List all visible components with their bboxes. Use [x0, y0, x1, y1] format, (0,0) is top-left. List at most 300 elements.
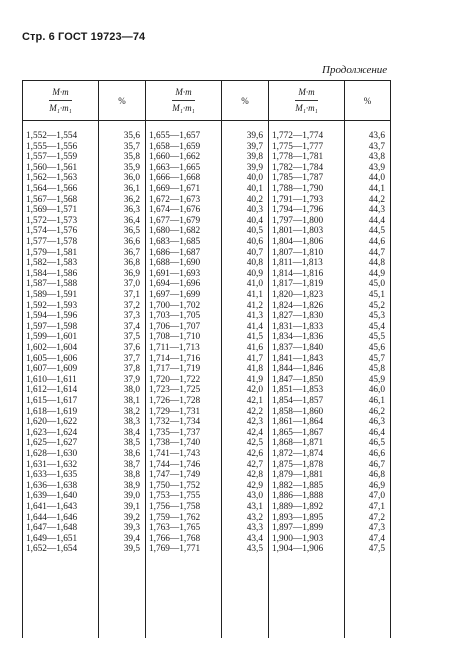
range-value: 1,797—1,800 [272, 215, 324, 226]
range-value: 1,814—1,816 [272, 268, 324, 279]
range-value: 1,584—1,586 [26, 268, 78, 279]
row-group [345, 290, 385, 343]
percent-value: 44,5 [368, 226, 385, 237]
range-value: 1,628—1,630 [26, 449, 78, 459]
percent-value: 44,7 [368, 247, 385, 258]
range-value: 1,861—1,864 [272, 417, 324, 428]
percent-value: 45,8 [368, 364, 385, 375]
percent-column [99, 121, 146, 639]
range-value: 1,594—1,596 [26, 311, 78, 322]
range-value: 1,572—1,573 [26, 215, 78, 226]
percent-value: 42,5 [246, 438, 263, 449]
range-value: 1,788—1,790 [272, 184, 324, 194]
range-value: 1,677—1,679 [149, 215, 201, 226]
row-group [272, 502, 344, 555]
continuation-label: Продолжение [322, 64, 388, 76]
percent-value: 46,9 [368, 480, 385, 491]
range-value: 1,560—1,561 [26, 162, 78, 173]
row-group [26, 343, 98, 396]
percent-value: 36,3 [123, 205, 140, 216]
percent-value: 45,3 [368, 311, 385, 322]
percent-value: 42,3 [246, 417, 263, 428]
range-value: 1,660—1,662 [149, 152, 201, 163]
percent-value: 37,5 [123, 332, 140, 343]
percent-value: 40,8 [246, 258, 263, 269]
range-value: 1,592—1,593 [26, 300, 78, 311]
percent-value: 36,2 [123, 194, 140, 205]
row-group [149, 449, 221, 502]
range-value: 1,865—1,867 [272, 427, 324, 438]
range-value: 1,820—1,823 [272, 290, 324, 300]
range-value: 1,801—1,803 [272, 226, 324, 237]
range-value: 1,564—1,566 [26, 184, 78, 194]
percent-value: 45,0 [368, 279, 385, 290]
percent-value: 38,0 [123, 385, 140, 396]
range-value: 1,847—1,850 [272, 374, 324, 385]
percent-value: 41,5 [246, 332, 263, 343]
percent-value: 46,0 [368, 385, 385, 396]
percent-value: 36,6 [123, 237, 140, 247]
range-value: 1,683—1,685 [149, 237, 201, 247]
percent-value: 39,6 [246, 131, 263, 141]
range-value: 1,844—1,846 [272, 364, 324, 375]
percent-value: 40,7 [246, 247, 263, 258]
range-value: 1,649—1,651 [26, 533, 78, 544]
percent-value: 43,2 [246, 512, 263, 523]
range-value: 1,562—1,563 [26, 173, 78, 184]
percent-value: 38,4 [123, 427, 140, 438]
row-group [222, 237, 263, 290]
percent-value: 45,5 [368, 332, 385, 343]
range-value: 1,579—1,581 [26, 247, 78, 258]
row-group [149, 184, 221, 237]
row-group [99, 131, 140, 184]
percent-value: 43,7 [368, 141, 385, 152]
range-value: 1,666—1,668 [149, 173, 201, 184]
range-value: 1,831—1,833 [272, 321, 324, 332]
percent-value: 43,4 [246, 533, 263, 544]
range-value: 1,615—1,617 [26, 396, 78, 406]
percent-value: 45,1 [368, 290, 385, 300]
percent-value: 38,3 [123, 417, 140, 428]
range-value: 1,697—1,699 [149, 290, 201, 300]
range-value: 1,817—1,819 [272, 279, 324, 290]
percent-value: 38,9 [123, 480, 140, 491]
range-value: 1,858—1,860 [272, 406, 324, 417]
range-value: 1,625—1,627 [26, 438, 78, 449]
row-group [222, 396, 263, 449]
range-value: 1,886—1,888 [272, 491, 324, 502]
row-group [272, 237, 344, 290]
row-group [222, 131, 263, 184]
percent-value: 35,9 [123, 162, 140, 173]
range-value: 1,555—1,556 [26, 141, 78, 152]
range-value: 1,772—1,774 [272, 131, 324, 141]
range-value: 1,834—1,836 [272, 332, 324, 343]
row-group [222, 290, 263, 343]
percent-value: 38,8 [123, 470, 140, 481]
range-value: 1,711—1,713 [149, 343, 200, 353]
row-group [149, 396, 221, 449]
percent-value: 40,2 [246, 194, 263, 205]
percent-value: 44,2 [368, 194, 385, 205]
range-value: 1,700—1,702 [149, 300, 201, 311]
percent-value: 47,5 [368, 544, 385, 555]
percent-value: 44,3 [368, 205, 385, 216]
range-value: 1,641—1,643 [26, 502, 78, 512]
range-value: 1,674—1,676 [149, 205, 201, 216]
percent-value: 43,1 [246, 502, 263, 512]
row-group [345, 131, 385, 184]
percent-value: 40,5 [246, 226, 263, 237]
row-group [26, 184, 98, 237]
range-value: 1,703—1,705 [149, 311, 201, 322]
percent-value: 47,2 [368, 512, 385, 523]
range-value: 1,569—1,571 [26, 205, 78, 216]
row-group [99, 396, 140, 449]
percent-value: 40,3 [246, 205, 263, 216]
percent-value: 45,2 [368, 300, 385, 311]
percent-value: 35,8 [123, 152, 140, 163]
percent-value: 43,0 [246, 491, 263, 502]
range-value: 1,694—1,696 [149, 279, 201, 290]
percent-value: 37,6 [123, 343, 140, 353]
percent-value: 39,9 [246, 162, 263, 173]
row-group [149, 290, 221, 343]
percent-value: 47,0 [368, 491, 385, 502]
row-group [99, 290, 140, 343]
percent-value: 41,4 [246, 321, 263, 332]
percent-value: 37,4 [123, 321, 140, 332]
percent-value: 44,0 [368, 173, 385, 184]
range-value: 1,589—1,591 [26, 290, 78, 300]
percent-column [222, 121, 269, 639]
range-header: $\frac{M\cdot m}{\text{M₁·m₁}}$ [23, 81, 99, 121]
range-value: 1,552—1,554 [26, 131, 78, 141]
range-header: $\frac{M\cdot m}{\text{M₁·m₁}}$ [146, 81, 222, 121]
percent-column [345, 121, 391, 639]
range-value: 1,686—1,687 [149, 247, 201, 258]
range-value: 1,811—1,813 [272, 258, 323, 269]
page-header: Стр. 6 ГОСТ 19723—74 [22, 31, 146, 43]
row-group [149, 343, 221, 396]
percent-value: 46,5 [368, 438, 385, 449]
range-value: 1,756—1,758 [149, 502, 201, 512]
range-value: 1,680—1,682 [149, 226, 201, 237]
percent-value: 39,5 [123, 544, 140, 555]
range-value: 1,763—1,765 [149, 523, 201, 534]
percent-header: % [345, 81, 391, 121]
percent-value: 37,2 [123, 300, 140, 311]
percent-value: 36,8 [123, 258, 140, 269]
percent-value: 41,2 [246, 300, 263, 311]
range-value: 1,868—1,871 [272, 438, 324, 449]
percent-value: 37,9 [123, 374, 140, 385]
range-value: 1,723—1,725 [149, 385, 201, 396]
range-value: 1,804—1,806 [272, 237, 324, 247]
range-value: 1,769—1,771 [149, 544, 201, 555]
range-value: 1,753—1,755 [149, 491, 201, 502]
range-value: 1,875—1,878 [272, 459, 324, 470]
range-value: 1,882—1,885 [272, 480, 324, 491]
percent-value: 44,8 [368, 258, 385, 269]
percent-value: 40,4 [246, 215, 263, 226]
row-group [272, 290, 344, 343]
percent-value: 42,7 [246, 459, 263, 470]
range-value: 1,750—1,752 [149, 480, 201, 491]
range-value: 1,639—1,640 [26, 491, 78, 502]
range-value: 1,827—1,830 [272, 311, 324, 322]
percent-value: 39,1 [123, 502, 140, 512]
range-value: 1,714—1,716 [149, 353, 201, 364]
row-group [99, 449, 140, 502]
row-group [272, 396, 344, 449]
range-value: 1,669—1,671 [149, 184, 201, 194]
range-value: 1,782—1,784 [272, 162, 324, 173]
range-value: 1,794—1,796 [272, 205, 324, 216]
percent-value: 36,0 [123, 173, 140, 184]
percent-value: 42,1 [246, 396, 263, 406]
percent-value: 43,3 [246, 523, 263, 534]
range-value: 1,766—1,768 [149, 533, 201, 544]
percent-value: 35,6 [123, 131, 140, 141]
percent-value: 37,7 [123, 353, 140, 364]
percent-value: 43,8 [368, 152, 385, 163]
row-group [222, 502, 263, 555]
table-header-row [23, 81, 391, 121]
range-value: 1,904—1,906 [272, 544, 324, 555]
row-group [272, 449, 344, 502]
percent-value: 39,4 [123, 533, 140, 544]
row-group [26, 449, 98, 502]
percent-value: 44,1 [368, 184, 385, 194]
percent-value: 45,7 [368, 353, 385, 364]
range-value: 1,597—1,598 [26, 321, 78, 332]
range-value: 1,599—1,601 [26, 332, 78, 343]
range-value: 1,631—1,632 [26, 459, 78, 470]
range-value: 1,605—1,606 [26, 353, 78, 364]
range-column [269, 121, 345, 639]
row-group [345, 343, 385, 396]
percent-value: 38,7 [123, 459, 140, 470]
percent-value: 43,6 [368, 131, 385, 141]
range-value: 1,717—1,719 [149, 364, 201, 375]
row-group [222, 184, 263, 237]
range-value: 1,612—1,614 [26, 385, 78, 396]
range-value: 1,897—1,899 [272, 523, 324, 534]
range-value: 1,785—1,787 [272, 173, 324, 184]
range-value: 1,610—1,611 [26, 374, 77, 385]
percent-header: % [222, 81, 269, 121]
range-value: 1,574—1,576 [26, 226, 78, 237]
range-value: 1,620—1,622 [26, 417, 78, 428]
row-group [26, 502, 98, 555]
range-value: 1,582—1,583 [26, 258, 78, 269]
range-value: 1,688—1,690 [149, 258, 201, 269]
range-value: 1,706—1,707 [149, 321, 201, 332]
percent-value: 47,1 [368, 502, 385, 512]
percent-value: 36,5 [123, 226, 140, 237]
percent-value: 45,9 [368, 374, 385, 385]
percent-value: 42,9 [246, 480, 263, 491]
range-value: 1,587—1,588 [26, 279, 78, 290]
range-value: 1,647—1,648 [26, 523, 78, 534]
percent-value: 39,3 [123, 523, 140, 534]
range-column [146, 121, 222, 639]
percent-header: % [99, 81, 146, 121]
percent-value: 46,6 [368, 449, 385, 459]
range-value: 1,778—1,781 [272, 152, 324, 163]
range-value: 1,672—1,673 [149, 194, 201, 205]
row-group [149, 502, 221, 555]
percent-value: 43,9 [368, 162, 385, 173]
row-group [222, 343, 263, 396]
range-value: 1,900—1,903 [272, 533, 324, 544]
range-value: 1,602—1,604 [26, 343, 78, 353]
row-group [222, 449, 263, 502]
row-group [345, 237, 385, 290]
range-value: 1,567—1,568 [26, 194, 78, 205]
range-value: 1,726—1,728 [149, 396, 201, 406]
row-group [272, 131, 344, 184]
range-value: 1,747—1,749 [149, 470, 201, 481]
percent-value: 41,0 [246, 279, 263, 290]
percent-value: 41,6 [246, 343, 263, 353]
percent-value: 39,0 [123, 491, 140, 502]
percent-value: 36,1 [123, 184, 140, 194]
percent-value: 46,8 [368, 470, 385, 481]
range-value: 1,607—1,609 [26, 364, 78, 375]
range-value: 1,837—1,840 [272, 343, 324, 353]
percent-value: 37,0 [123, 279, 140, 290]
percent-value: 43,5 [246, 544, 263, 555]
percent-value: 38,5 [123, 438, 140, 449]
percent-value: 36,4 [123, 215, 140, 226]
percent-value: 36,9 [123, 268, 140, 279]
range-value: 1,618—1,619 [26, 406, 78, 417]
percent-value: 40,1 [246, 184, 263, 194]
range-value: 1,744—1,746 [149, 459, 201, 470]
row-group [99, 184, 140, 237]
range-value: 1,708—1,710 [149, 332, 201, 343]
percent-value: 39,2 [123, 512, 140, 523]
range-value: 1,636—1,638 [26, 480, 78, 491]
range-value: 1,851—1,853 [272, 385, 324, 396]
percent-value: 35,7 [123, 141, 140, 152]
range-value: 1,557—1,559 [26, 152, 78, 163]
range-value: 1,623—1,624 [26, 427, 78, 438]
row-group [26, 131, 98, 184]
range-value: 1,738—1,740 [149, 438, 201, 449]
row-group [345, 502, 385, 555]
percent-value: 40,9 [246, 268, 263, 279]
row-group [149, 237, 221, 290]
range-value: 1,872—1,874 [272, 449, 324, 459]
row-group [272, 343, 344, 396]
row-group [345, 184, 385, 237]
range-value: 1,889—1,892 [272, 502, 324, 512]
range-value: 1,759—1,762 [149, 512, 201, 523]
range-column [23, 121, 99, 639]
range-value: 1,633—1,635 [26, 470, 78, 481]
row-group [26, 237, 98, 290]
percent-value: 46,4 [368, 427, 385, 438]
row-group [149, 131, 221, 184]
range-value: 1,655—1,657 [149, 131, 201, 141]
percent-value: 37,3 [123, 311, 140, 322]
percent-value: 41,1 [246, 290, 263, 300]
percent-value: 42,4 [246, 427, 263, 438]
row-group [99, 502, 140, 555]
range-value: 1,824—1,826 [272, 300, 324, 311]
percent-value: 38,1 [123, 396, 140, 406]
range-value: 1,658—1,659 [149, 141, 201, 152]
range-value: 1,577—1,578 [26, 237, 78, 247]
range-value: 1,729—1,731 [149, 406, 201, 417]
range-value: 1,879—1,881 [272, 470, 324, 481]
range-value: 1,663—1,665 [149, 162, 201, 173]
percent-value: 46,3 [368, 417, 385, 428]
row-group [26, 396, 98, 449]
percent-value: 41,3 [246, 311, 263, 322]
range-value: 1,720—1,722 [149, 374, 201, 385]
percent-value: 42,0 [246, 385, 263, 396]
percent-value: 37,8 [123, 364, 140, 375]
range-value: 1,741—1,743 [149, 449, 201, 459]
row-group [99, 343, 140, 396]
row-group [99, 237, 140, 290]
percent-value: 38,2 [123, 406, 140, 417]
percent-value: 40,0 [246, 173, 263, 184]
row-group [345, 396, 385, 449]
conversion-table [22, 80, 391, 638]
range-value: 1,732—1,734 [149, 417, 201, 428]
percent-value: 42,6 [246, 449, 263, 459]
range-value: 1,775—1,777 [272, 141, 324, 152]
range-value: 1,854—1,857 [272, 396, 324, 406]
percent-value: 38,6 [123, 449, 140, 459]
percent-value: 37,1 [123, 290, 140, 300]
percent-value: 39,8 [246, 152, 263, 163]
percent-value: 44,9 [368, 268, 385, 279]
range-value: 1,807—1,810 [272, 247, 324, 258]
percent-value: 42,2 [246, 406, 263, 417]
percent-value: 36,7 [123, 247, 140, 258]
percent-value: 40,6 [246, 237, 263, 247]
percent-value: 44,4 [368, 215, 385, 226]
percent-value: 42,8 [246, 470, 263, 481]
percent-value: 46,7 [368, 459, 385, 470]
percent-value: 47,4 [368, 533, 385, 544]
range-value: 1,691—1,693 [149, 268, 201, 279]
percent-value: 41,9 [246, 374, 263, 385]
range-value: 1,735—1,737 [149, 427, 201, 438]
row-group [272, 184, 344, 237]
percent-value: 47,3 [368, 523, 385, 534]
percent-value: 45,6 [368, 343, 385, 353]
percent-value: 41,7 [246, 353, 263, 364]
percent-value: 46,2 [368, 406, 385, 417]
percent-value: 46,1 [368, 396, 385, 406]
percent-value: 44,6 [368, 237, 385, 247]
range-value: 1,841—1,843 [272, 353, 324, 364]
percent-value: 45,4 [368, 321, 385, 332]
range-value: 1,893—1,895 [272, 512, 324, 523]
range-value: 1,644—1,646 [26, 512, 78, 523]
range-value: 1,652—1,654 [26, 544, 78, 555]
row-group [345, 449, 385, 502]
range-header: $\frac{M\cdot m}{\text{M₁·m₁}}$ [269, 81, 345, 121]
